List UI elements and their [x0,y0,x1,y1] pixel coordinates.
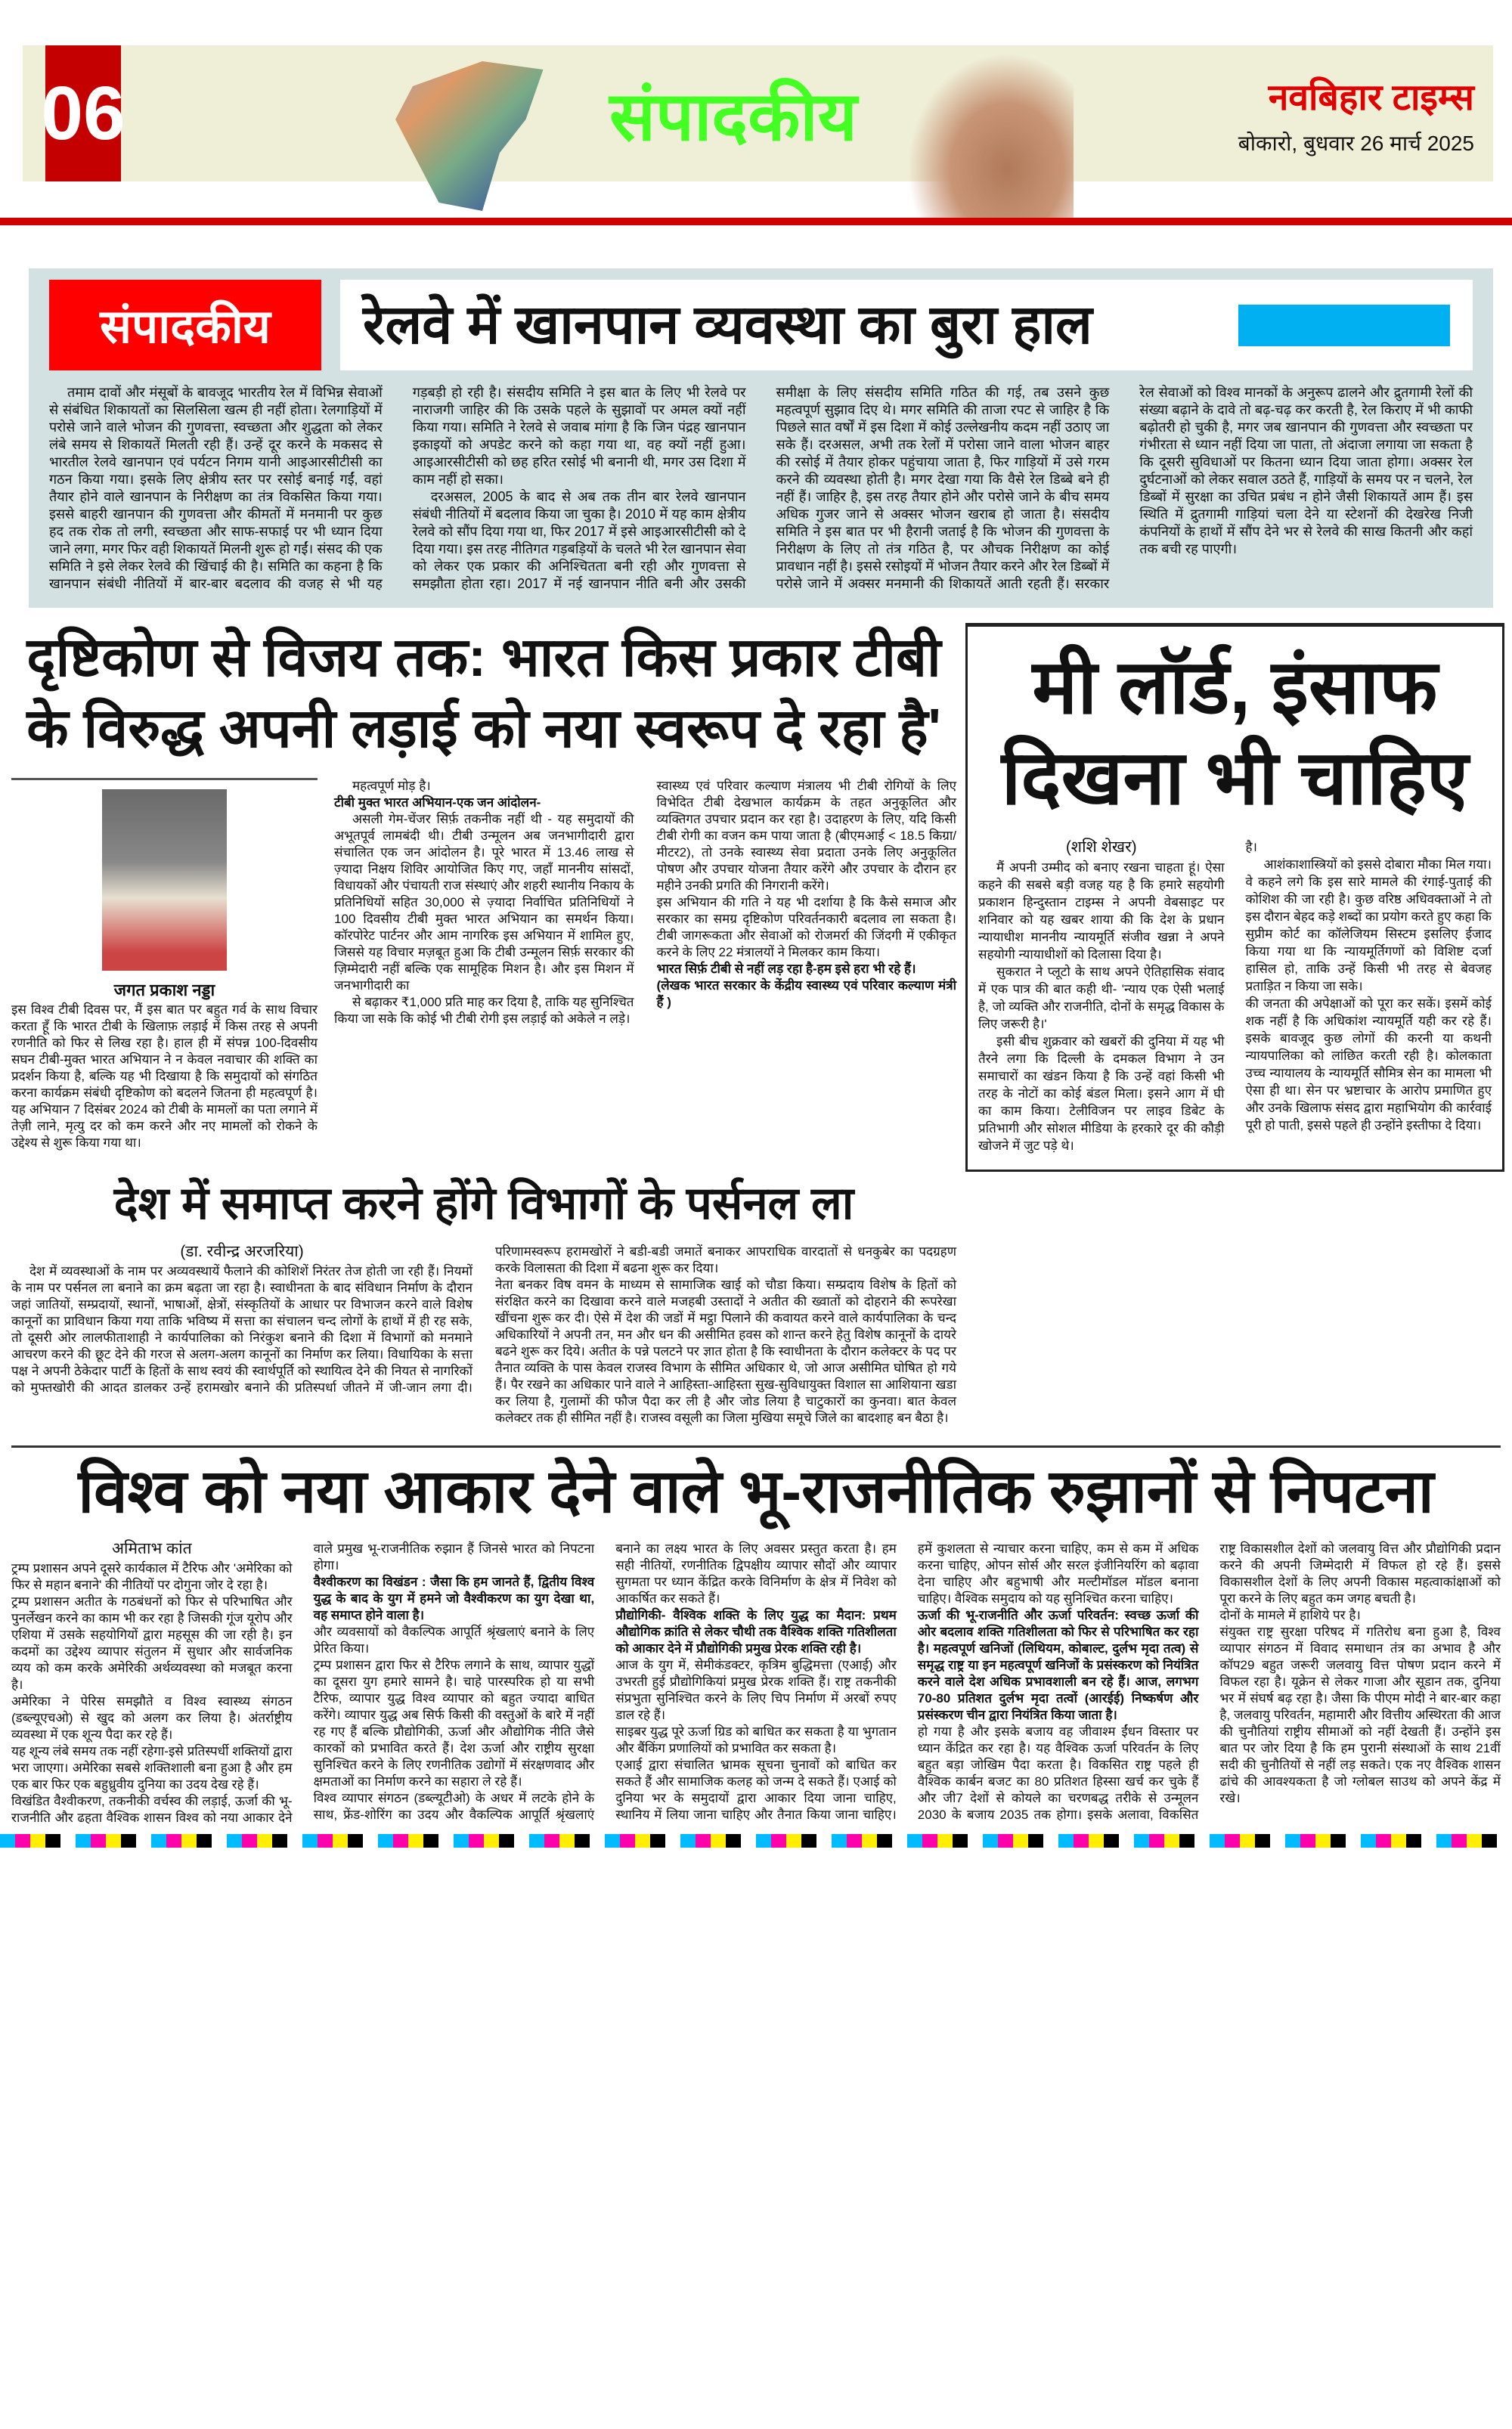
paragraph: ट्रम्प प्रशासन अतीत के गठबंधनों को फिर से परिभाषित और पुनर्लेखन करने का काम भी कर रहा है जिसकी गूंज यूरोप और एशिया में उसके सहयोगियों द्वारा महसूस की जा रही है। इन कदमों का उद्देश्य व्यापार संतुलन में सुधार और सार्वजनिक व्यय को कम करके अमेरिकी अर्थव्यवस्था को मजबूत करना है। [11,1594,293,1693]
paragraph: और व्यवसायों को वैकल्पिक आपूर्ति श्रृंखलाएं बनाने के लिए प्रेरित किया। [313,1625,595,1656]
paragraph: इस अभियान की गति ने यह भी दर्शाया है कि कैसे समाज और सरकार का समग्र दृष्टिकोण परिवर्तनकारी बदलाव ला सकता है। टीबी जागरूकता और सेवाओं को रोजमर्रा की जिंदगी में एकीकृत करने के लिए 22 मंत्रालयों ने मिलकर काम किया। [656,895,956,960]
paragraph: हो गया है और इसके बजाय वह जीवाश्म ईंधन विस्तार पर ध्यान केंद्रित कर रहा है। यह वैश्विक ऊर्जा परिवर्तन के लिए बहुत बड़ा जोखिम पैदा करता है। विकसित राष्ट्र पहले ही वैश्विक कार्बन बजट का 80 प्रतिशत हिस्सा खर्च कर चुके हैं और जी7 देशों से कोयले का चरणबद्ध तरीके से उन्मूलन 2030 के बजाय 2035 तक होगा। इसके अलावा, विकसित राष्ट्र विकासशील देशों को जलवायु वित्त और प्रौद्योगिकी प्रदान करने की अपनी जिम्मेदारी में विफल हो रहे हैं। इससे विकासशील देशों के लिए अपनी विकास महत्वाकांक्षाओं को पूरा करने के लिए बहुत कम जगह बचती है। [917,1541,1501,1823]
paragraph: यह शून्य लंबे समय तक नहीं रहेगा-इसे प्रतिस्पर्धी शक्तियों द्वारा भरा जाएगा। अमेरिका सबसे शक्तिशाली बना हुआ है और हम एक बार फिर एक बहुध्रुवीय दुनिया का उदय देख रहे हैं। [11,1744,293,1792]
paragraph: देश में व्यवस्थाओं के नाम पर अव्यवस्थायें फैलाने की कोशिशें निरंतर तेज होती जा रही हैं। नियमों के नाम पर पर्सनल ला बनाने का क्रम बढ़ता जा रहा है। स्वाधीनता के बाद संविधान निर्माण के दौरान जहां जातियों, सम्प्रदायों, स्थानों, भाषाओं, क्षेत्रों, संस्कृतियों के आधार पर विभाजन करने वाले विशेष कानूनों का प्राविधान किया गया ताकि भविष्य में सत्ता का संचालन चन्द लोगों के हाथों में ही रह सके, तो दूसरी ओर लालफीताशाही ने कार्यपालिका को निरंकुश बनाने की दिशा में विभागों को मनमाने आचरण करने की छूट देने की गरज से अलग-अलग कानूनों का निर्माण कर लिया। विधायिका के सत्ता पक्ष ने अपनी ठेकेदार पार्टी के हितों के साथ स्वयं की स्वार्थपूर्ति को स्थायित्व देने की नियत से नागरिकों को मुफ्तखोरी की आदत डालकर उन्हें हरामखोर बनाने की प्रतिस्पर्धा जीतने में जी-जान लगा दी। परिणामस्वरूप हरामखोरों ने बडी-बडी जमातें बनाकर आपराधिक वारदातों से धनकुबेर का पदग्रहण करके विलासता की दिशा में बढना शुरू कर दिया। [11,1244,956,1396]
archer-statue-image [907,53,1074,219]
editorial-top [49,280,1473,370]
opinion-body [978,838,1492,1154]
author-note: (लेखक भारत सरकार के केंद्रीय स्वास्थ्य एवं परिवार कल्याण मंत्री हैं ) [656,978,956,1010]
editorial-headline-box [340,280,1473,370]
tb-article-columns [334,778,956,1151]
paragraph: महत्वपूर्ण मोड़ है। [352,779,431,794]
header-divider [0,218,1512,225]
page-number: 06 [45,45,121,181]
newspaper-masthead: नवबिहार टाइम्स [1268,78,1474,118]
paragraph: है। [1245,840,1257,854]
paragraph: इस विश्व टीबी दिवस पर, मैं इस बात पर बहुत गर्व के साथ विचार करता हूँ कि भारत टीबी के खिलाफ़ लड़ाई में किस तरह से अपनी रणनीति को फिर से लिख रहा है। हाल ही में संपन्न 100-दिवसीय सघन टीबी-मुक्त भारत अभियान ने न केवल नवाचार की शक्ति का प्रदर्शन किया है, बल्कि यह भी दिखाया है कि समुदायों को संगठित करना कार्यक्रम संबंधी दृष्टिकोण को बदलने जितना ही महत्वपूर्ण है। यह अभियान 7 दिसंबर 2024 को टीबी के मामलों का पता लगाने में तेज़ी लाने, मृत्यु दर को कम करने और नए मामलों को रोकने के उद्देश्य से शुरू किया गया था। [11,1002,318,1151]
paragraph: संयुक्त राष्ट्र सुरक्षा परिषद में गतिरोध बना हुआ है, विश्व व्यापार संगठन में विवाद समाधान तंत्र का अभाव है और कॉप29 बहुत जरूरी जलवायु वित्त पोषण प्रदान करने में विफल रहा है। यूक्रेन से लेकर गाजा और सूडान तक, दुनिया भर में संघर्ष बढ़ रहा है। जैसा कि पीएम मोदी ने बार-बार कहा है, जलवायु परिवर्तन, महामारी और वित्तीय अस्थिरता की आज की चुनौतियां राष्ट्रीय सीमाओं को नहीं देखती हैं। उन्होंने इस बात पर जोर दिया है कि हम पुरानी संस्थाओं के साथ 21वीं सदी की चुनौतियों से नहीं लड़ सकते। एक नए वैश्विक शासन ढांचे की आवश्यकता है जो ग्लोबल साउथ को अपने केंद्र में रखे। [1219,1625,1501,1806]
paragraph: से बढ़ाकर ₹1,000 प्रति माह कर दिया है, ताकि यह सुनिश्चित किया जा सके कि कोई भी टीबी रोगी इस लड़ाई को अकेले न लड़े। [334,995,634,1027]
author-photo [102,789,227,971]
personal-law-author: (डा. रवीन्द्र अरजरिया) [180,1243,304,1261]
paragraph: इसी बीच शुक्रवार को खबरों की दुनिया में यह भी तैरने लगा कि दिल्ली के दमकल विभाग ने उन समाचारों का खंडन किया है कि उन्हें वहां किसी भी तरह के नोटों का कोई बंडल मिला। इसने आग में घी का काम किया। टेलीविजन पर लाइव डिबेट के प्रतिभागी और सोशल मीडिया के हरकारे दूर की कौड़ी खोजने में जुट पड़े थे। [978,1034,1225,1153]
dateline: बोकारो, बुधवार 26 मार्च 2025 [1238,132,1474,155]
paragraph: नेता बनकर विष वमन के माध्यम से सामाजिक खाई को चौडा किया। सम्प्रदाय विशेष के हितों को संरक्षित करने का दिखावा करने वाले मजहबी उस्तादों ने अतीत की ख्वातों को दोहराने की रूपरेखा खींचना शुरू कर दी। ऐसे में देश की जडों में मट्ठा पिलाने की कवायत करने वाले कार्यपालिका के चन्द अधिकारियों ने अपनी तन, मन और धन की असीमित हवस को शान्त करने हेतु विशेष कानूनों के दायरे बढने शुरू कर दिये। अतीत के पन्ने पलटने पर ज्ञात होता है कि स्वाधीनता के दौरान कलेक्टर के पद पर तैनात व्यक्ति के पास केवल राजस्व विभाग के सीमित अधिकार थे, जो आज असीमित घोषित हो गये हैं। पैर रखने का अधिकार पाने वाले ने आहिस्ता-आहिस्ता सुख-सुविधायुक्त विशाल सा आशियाना खडा कर लिया है, गुलामों की फौज पैदा कर ली है और जोड लिया है चाटुकारों का कुनवा। बात केवल कलेक्टर तक ही सीमित नहीं है। राजस्व वसूली का जिला मुखिया समूचे जिले का बादशाह बन बैठा है। [495,1278,956,1426]
paragraph: ट्रम्प प्रशासन द्वारा फिर से टैरिफ लगाने के साथ, व्यापार युद्धों का दूसरा युग हमारे सामने है। चाहे पारस्परिक हो या सभी टैरिफ, व्यापार युद्ध विश्व व्यापार को बहुत ज्यादा बाधित करेंगे। व्यापार युद्ध अब सिर्फ किसी की वस्तुओं के बारे में नहीं रह गए हैं बल्कि प्रौद्योगिकी, ऊर्जा और औद्योगिक नीति जैसे कारकों को प्रभावित करते हैं। देश ऊर्जा और राष्ट्रीय सुरक्षा सुनिश्चित करने के लिए रणनीतिक उद्योगों में संरक्षणवाद और क्षमताओं का निर्माण करने का सहारा ले रहे हैं। [313,1658,595,1789]
author-photo-frame [11,778,318,974]
paragraph: दरअसल, 2005 के बाद से अब तक तीन बार रेलवे खानपान संबंधी नीतियों में बदलाव किया जा चुका है। 2010 में यह काम क्षेत्रीय रेलवे को सौंप दिया गया था, फिर 2017 में इसे आइआरसीटीसी को दे दिया गया। इस तरह नीतिगत गड़बड़ियों के चलते भी रेल खानपान सेवा को लेकर एक प्रकार की अनिश्चितता बनी रही और गुणवत्ता से समझौता होता रहा। 2017 में नई खानपान नीति बनी और उसकी समीक्षा के लिए संसदीय समिति गठित की गई, तब उसने कुछ महत्वपूर्ण सुझाव दिए थे। मगर समिति की ताजा रपट से जाहिर है कि पिछले सात वर्षों में इस दिशा में कोई उल्लेखनीय कदम नहीं उठाए जा सके हैं। दरअसल, अभी तक रेलों में परोसा जाने वाला भोजन बाहर की रसोई में तैयार होकर पहुंचाया जाता है, फिर गाड़ियों में उसे गरम करने की व्यवस्था होती है। मगर देखा गया कि वैसे रेल डिब्बे बने ही नहीं हैं। जाहिर है, इस तरह तैयार होने और परोसे जाने के बीच समय अधिक गुजर जाने से अक्सर भोजन खराब हो जाता है। संसदीय समिति ने इस बात पर भी हैरानी जताई है कि भोजन की गुणवत्ता के निरीक्षण के लिए तो तंत्र गठित है, पर औचक निरीक्षण का कोई प्रावधान नहीं है। इससे रसोइयों में भोजन तैयार करने और रेल डिब्बों में परोसे जाने में अक्सर मनमानी की शिकायतें आती रहती हैं। सरकार रेल सेवाओं को विश्व मानकों के अनुरूप ढालने और द्रुतगामी रेलों की संख्या बढ़ाने के दावे तो बढ़-चढ़ कर करती है, रेल किराए में भी काफी बढ़ोतरी हो चुकी है, मगर जब खानपान की गुणवत्ता और स्वच्छता पर गंभीरता से ध्यान नहीं दिया जा पाता, तो अंदाजा लगाया जा सकता है कि दूसरी सुविधाओं पर कितना ध्यान दिया जाता होगा। अक्सर रेल दुर्घटनाओं को लेकर सवाल उठते हैं, गाड़ियों के समय पर न चलने, रेल डिब्बों में सुरक्षा का उचित प्रबंध न होने जैसी शिकायतें आम हैं। इस स्थिति में द्रुतगामी गाड़ियां चला देने या स्टेशनों की देखरेख निजी कंपनियों के हाथों में सौंप देने भर से रेलवे की साख कितनी और कहां तक बची रह पाएगी। [412,385,1473,591]
paragraph: असली गेम-चेंजर सिर्फ़ तकनीक नहीं थी - यह समुदायों की अभूतपूर्व लामबंदी थी। टीबी उन्मूलन अब जनभागीदारी द्वारा संचालित एक जन आंदोलन है। पूरे भारत में 13.46 लाख से ज़्यादा निक्षय शिविर आयोजित किए गए, जहाँ माननीय सांसदों, विधायकों और पंचायती राज संस्थाएं और शहरी स्थानीय निकाय के प्रतिनिधियों सहित 30,000 से ज़्यादा निर्वाचित प्रतिनिधियों ने 100 दिवसीय टीबी मुक्त भारत अभियान का समर्थन किया। कॉरपोरेट पार्टनर और आम नागरिक इस अभियान में शामिल हुए, जिससे यह विचार मज़बूत हुआ कि टीबी उन्मूलन सिर्फ़ सरकार की ज़िम्मेदारी नहीं बल्कि एक सामूहिक मिशन है। और इस मिशन में जनभागीदारी का [334,812,634,993]
tb-article-headline: दृष्टिकोण से विजय तक: भारत किस प्रकार टीबी के विरुद्ध अपनी लड़ाई को नया स्वरूप दे रहा है' [26,627,941,759]
paragraph: सुकरात ने प्लूटो के साथ अपने ऐतिहासिक संवाद में एक पात्र की बात कही थी- 'न्याय एक ऐसी भलाई है, जो व्यक्ति और राजनीति, दोनों के समृद्ध विकास के लिए जरूरी है।' [978,965,1225,1031]
paragraph: तमाम दावों और मंसूबों के बावजूद भारतीय रेल में विभिन्न सेवाओं से संबंधित शिकायतों का सिलसिला खत्म ही नहीं होता। रेलगाड़ियों में परोसे जाने वाले भोजन की गुणवत्ता, स्वच्छता और शुद्धता को लेकर लंबे समय से शिकायतें मिलती रही हैं। उन्हें दूर करने के मकसद से भारतील रेलवे खानपान एवं पर्यटन निगम यानी आइआरसीटीसी का गठन किया गया। इसके लिए क्षेत्रीय स्तर पर रसोई बनाई गईं, वहां तैयार होने वाले खानपान के निरीक्षण का तंत्र विकसित किया गया। इससे बाहरी खानपान की गुणवत्ता और कीमतों में मनमानी पर कुछ हद तक रोक तो लगी, स्वच्छता और साफ-सफाई पर भी ध्यान दिया जाने लगा, मगर फिर वही शिकायतें मिलनी शुरू हो गईं। संसद की एक समिति ने इसे लेकर रेलवे की खिंचाई की है। समिति का कहना है कि खानपान संबंधी नीतियों में बार-बार बदलाव की वजह से भी यह गड़बड़ी हो रही है। संसदीय समिति ने इस बात के लिए भी रेलवे पर नाराजगी जाहिर की कि उसके पहले के सुझावों पर अमल क्यों नहीं किया गया। समिति ने रेलवे से जवाब मांगा है कि जिन पंद्रह खानपान इकाइयों को अपडेट करने को कहा गया था, वह क्यों नहीं हुआ। आइआरसीटीसी को छह हरित रसोई भी बनानी थी, मगर उस दिशा में काम नहीं हो सका। [49,385,746,591]
editorial-body [49,384,1473,593]
geopolitics-author: अमिताभ कांत [112,1540,192,1558]
paragraph: भारत सिर्फ़ टीबी से नहीं लड़ रहा है-हम इसे हरा भी रहे हैं। [656,962,916,977]
paragraph: प्रौद्योगिकी- वैश्विक शक्ति के लिए युद्ध का मैदान: प्रथम औद्योगिक क्रांति से लेकर चौथी तक वैश्विक शक्ति गतिशीलता को आकार देने में प्रौद्योगिकी प्रमुख प्रेरक शक्ति रही है। [615,1608,897,1656]
geopolitics-headline: विश्व को नया आकार देने वाले भू-राजनीतिक रुझानों से निपटना [11,1445,1501,1529]
editorial-label: संपादकीय [49,280,321,370]
paragraph: एआई द्वारा संचालित भ्रामक सूचना चुनावों को बाधित कर सकते हैं और सामाजिक कलह को जन्म दे सकते हैं। एआई को दुनिया भर के समुदायों द्वारा आकार दिया जाना चाहिए, स्थानिय में लिया जाना चाहिए और तैनात किया जाना चाहिए। हमें कुशलता से न्याचार करना चाहिए, कम से कम में अधिक करना चाहिए, ओपन सोर्स और सरल इंजीनियरिंग को बढ़ावा देना चाहिए और बहुभाषी और मल्टीमॉडल मॉडल बनाना चाहिए। वैश्विक समुदाय को यह सुनिश्चित करना चाहिए। [615,1541,1199,1823]
opinion-author: (शशि शेखर) [1065,838,1137,856]
paragraph: स्वास्थ्य एवं परिवार कल्याण मंत्रालय भी टीबी रोगियों के लिए विभेदित टीबी देखभाल कार्यक्रम के तहत अनुकूलित और व्यक्तिगत उपचार प्रदान कर रहा है। उदाहरण के लिए, यदि किसी टीबी रोगी का वजन कम पाया जाता है (बीएमआई < 18.5 किग्रा/ मीटर2), तो उनके स्वास्थ्य सेवा प्रदाता उनके लिए अनुकूलित पोषण और उपचार योजना तैयार करेंगे और उपचार के दौरान हर महीने उनकी प्रगति की निगरानी करेंगे। [656,779,956,894]
paragraph: विश्व व्यापार संगठन (डब्ल्यूटीओ) के अधर में लटके होने के साथ, फ्रेंड-शोरिंग का उदय और वैकल्पिक आपूर्ति श्रृंखलाएं बनाने का लक्ष्य भारत के लिए अवसर प्रस्तुत करता है। हम सही नीतियों, रणनीतिक द्विपक्षीय व्यापार सौदों और व्यापार सुगमता पर ध्यान केंद्रित करके विनिर्माण के क्षेत्र में निवेश को आकर्षित कर सकते हैं। [313,1541,897,1823]
editorial-box [29,268,1493,608]
tb-article-column [11,778,318,1151]
editorial-headline: रेलवे में खानपान व्यवस्था का बुरा हाल [363,295,1092,355]
tb-article-body [11,778,956,1151]
paragraph: मैं अपनी उम्मीद को बनाए रखना चाहता हूं। ऐसा कहने की सबसे बड़ी वजह यह है कि हमारे सहयोगी प्रकाशन हिन्दुस्तान टाइम्स ने अपनी वेबसाइट पर शनिवार को यह खबर शाया की कि देश के प्रधान न्यायाधीश माननीय न्यायमूर्ति संजीव खन्ना ने अपने सहयोगी न्यायाधीशों को दिलासा दिया है। [978,860,1225,962]
personal-law-headline: देश में समाप्त करने होंगे विभागों के पर्सनल ला [113,1178,854,1229]
paragraph: ट्रम्प प्रशासन अपने दूसरे कार्यकाल में टैरिफ और 'अमेरिका को फिर से महान बनाने' की नीतियों पर दोगुना जोर दे रहा है। [11,1561,293,1593]
subheading: टीबी मुक्त भारत अभियान-एक जन आंदोलन- [334,795,541,810]
tb-article-author: जगत प्रकाश नड्डा [113,981,215,1000]
paragraph: ऊर्जा की भू-राजनीति और ऊर्जा परिवर्तन: स्वच्छ ऊर्जा की ओर बदलाव शक्ति गतिशीलता को फिर से परिभाषित कर रहा है। महत्वपूर्ण खनिजों (लिथियम, कोबाल्ट, दुर्लभ मृदा तत्व) से समृद्ध राष्ट्र या इन महत्वपूर्ण खनिजों के प्रसंस्करण को नियंत्रित करने वाले देश अधिक प्रभावशाली बन रहे हैं। आज, लगभग 70-80 प्रतिशत दुर्लभ मृदा तत्वों (आरईई) निष्कर्षण और प्रसंस्करण चीन द्वारा नियंत्रित किया जाता है। [917,1608,1199,1723]
paragraph: वैश्वीकरण का विखंडन : जैसा कि हम जानते हैं, द्वितीय विश्व युद्ध के बाद के युग में हमने जो वैश्वीकरण का युग देखा था, वह समाप्त होने वाला है। [313,1575,595,1623]
paragraph: दोनों के मामले में हाशिये पर है। [1219,1608,1361,1623]
left-articles [11,623,956,1427]
editorial-accent-bar [1238,305,1450,346]
opinion-box [965,623,1504,1172]
paragraph: आज के युग में, सेमीकंडक्टर, कृत्रिम बुद्धिमत्ता (एआई) और उभरती हुई प्रौद्योगिकियां प्रमुख प्रेरक शक्ति हैं। राष्ट्र तकनीकी संप्रभुता सुनिश्चित करने के लिए चिप निर्माण में अरबों रुपए डाल रहे हैं। [615,1658,897,1723]
opinion-headline: मी लॉर्ड, इंसाफ दिखना भी चाहिए [1001,645,1469,820]
page-header [0,0,1512,227]
middle-section [0,623,1512,1427]
geopolitics-body [11,1541,1501,1826]
paragraph: साइबर युद्ध पूरे ऊर्जा ग्रिड को बाधित कर सकता है या भुगतान और बैंकिंग प्रणालियों को प्रभावित कर सकता है। [615,1724,897,1756]
paragraph: आशंकाशास्त्रियों को इससे दोबारा मौका मिल गया। वे कहने लगे कि इस सारे मामले की रंगाई-पुताई की कोशिश की जा रही है। कुछ वरिष्ठ अधिवक्ताओं ने तो इस दौरान बेहद कड़े शब्दों का प्रयोग करते हुए कहा कि सुप्रीम कोर्ट का कॉलेजियम सिस्टम इसलिए ईजाद किया गया था कि न्यायमूर्तिगणों को विशिष्ट दर्जा हासिल हो, ताकि उन्हें किसी भी तरह से बेवजह प्रताड़ित न किया जा सके। [1245,857,1492,993]
section-title: संपादकीय [609,79,857,155]
personal-law-body [11,1244,956,1427]
paragraph: विखंडित वैश्वीकरण, तकनीकी वर्चस्व की लड़ाई, ऊर्जा की भू-राजनीति और ढहता वैश्विक शासन विश्व को नया आकार देने वाले प्रमुख भू-राजनीतिक रुझान हैं जिनसे भारत को निपटना होगा। [11,1541,595,1826]
paragraph: अमेरिका ने पेरिस समझौते व विश्व स्वास्थ्य संगठन (डब्ल्यूएचओ) से खुद को अलग कर लिया है। अंतर्राष्ट्रीय व्यवस्था में एक शून्य पैदा कर रहे हैं। [11,1694,293,1743]
paragraph: की जनता की अपेक्षाओं को पूरा कर सकें। इसमें कोई शक नहीं है कि अधिकांश न्यायमूर्ति यही कर रहे हैं। इसके बावजूद कुछ लोगों की करनी या कथनी न्यायपालिका को लांछित करती रही है। कोलकाता उच्च न्यायालय के न्यायमूर्ति सौमित्र सेन का मामला भी ऐसा ही था। सेन पर भ्रष्टाचार के आरोप प्रमाणित हुए और उनके खिलाफ संसद द्वारा महाभियोग की कार्रवाई पूरी हो पाती, इससे पहले ही उन्होंने इस्तीफा दे दिया। [1245,996,1492,1132]
print-color-bar [0,1834,1512,1848]
